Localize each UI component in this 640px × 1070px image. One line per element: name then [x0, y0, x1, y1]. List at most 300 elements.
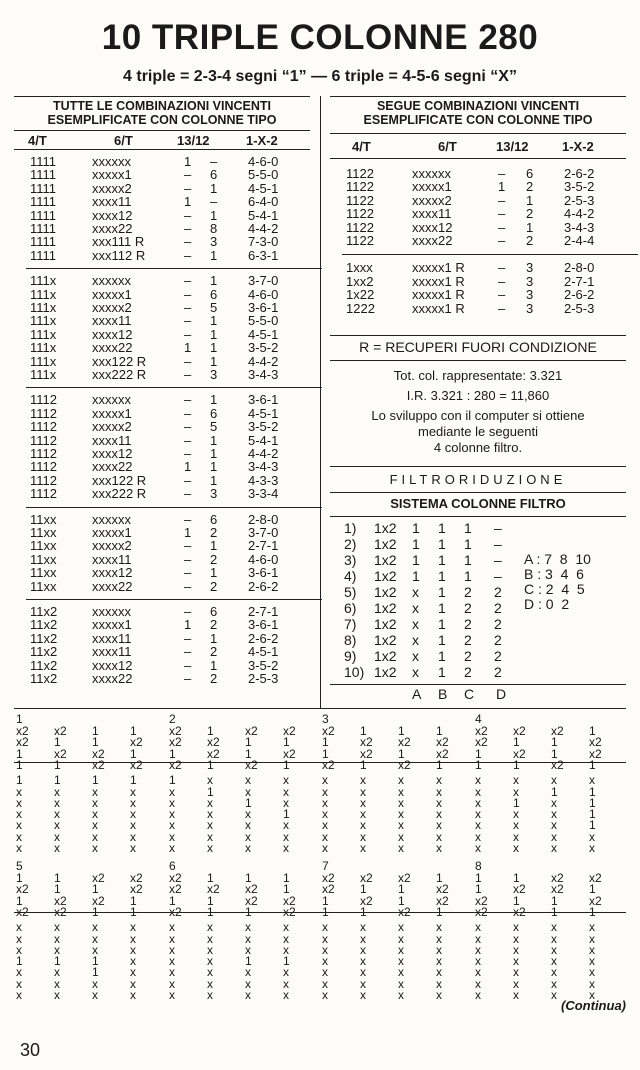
right-cell: 4-4-2 [564, 206, 595, 222]
grid-cell: x [436, 773, 442, 788]
grid-cell: x2 [513, 882, 526, 897]
left-cell: 7-3-0 [248, 234, 279, 250]
grid-cell: x [130, 988, 136, 1002]
left-cell: – [184, 313, 192, 329]
right-cell: 1xxx [346, 260, 373, 276]
grid-cell: x [169, 818, 175, 833]
grid-cell: 1 [16, 773, 23, 788]
filtro-cell: 10) [344, 664, 365, 680]
grid-cell: 1 [475, 871, 482, 885]
left-cell: 5 [210, 300, 218, 315]
grid-cell: x [322, 931, 328, 946]
left-cell: 4-6-0 [248, 551, 279, 567]
right-cell: 2-7-1 [564, 273, 595, 289]
grid-cell: x [398, 795, 404, 810]
left-cell: 1 [210, 313, 218, 329]
filtro-legend-line: A : 7 8 10 [524, 551, 591, 567]
grid-cell: x [130, 931, 136, 946]
grid-cell: x [436, 988, 442, 1002]
grid-cell: 1 [245, 746, 252, 761]
grid-cell: x [398, 818, 404, 833]
filtro-cell: 1x2 [374, 552, 397, 568]
grid-cell: x [398, 829, 404, 844]
grid-cell: x [475, 988, 481, 1002]
grid-cell: x [360, 976, 366, 991]
grid-cell: 1 [589, 882, 596, 897]
left-cell: 3-6-1 [248, 300, 279, 315]
grid-cell: x [322, 818, 328, 833]
right-cell: 3-4-3 [564, 219, 595, 235]
grid-cell: x2 [169, 735, 182, 750]
grid-cell: 1 [54, 871, 61, 885]
right-cell: xxxxx1 R [412, 300, 465, 316]
grid-cell: x [245, 841, 251, 855]
grid-cell: x2 [398, 735, 411, 750]
grid-cell: x [589, 942, 595, 957]
filtro-cell: 1 [438, 616, 446, 632]
grid-cell: 1 [589, 757, 596, 772]
left-cell: xxxx12 [92, 326, 133, 342]
grid-cell: x [398, 920, 404, 935]
left-cell: 1 [210, 630, 218, 646]
grid-cell: x [551, 942, 557, 957]
left-cell: 11xx [30, 551, 57, 567]
grid-cell: x2 [169, 904, 182, 919]
left-cell: 2-6-2 [248, 578, 279, 594]
right-cell: 3 [526, 260, 534, 276]
left-cell: xxxxx1 [92, 617, 132, 633]
left-cell: xxxxx2 [92, 419, 132, 435]
left-cell: – [184, 419, 192, 435]
left-cell: 11x2 [30, 644, 58, 660]
grid-cell: x [16, 988, 22, 1002]
grid-cell: x2 [130, 757, 143, 772]
right-cell: xxxxx2 [412, 192, 452, 208]
grid-cell: x2 [130, 882, 143, 897]
page-subtitle: 4 triple = 2-3-4 segni “1” — 6 triple = 4-5-6 segni “X” [123, 68, 517, 85]
left-cell: 1112 [30, 405, 57, 421]
left-cell: xxxx11 [92, 194, 132, 210]
right-cell: 1122 [346, 192, 374, 208]
sistema-colonne-filtro: SISTEMA COLONNE FILTRO [390, 496, 566, 511]
grid-cell: x [207, 920, 213, 935]
sviluppo-line3: 4 colonne filtro. [433, 440, 523, 455]
grid-cell: x2 [92, 893, 105, 908]
filtro-cell: 2 [494, 664, 502, 680]
left-cell: 5-5-0 [248, 167, 279, 183]
left-cell: 6 [210, 286, 218, 302]
grid-cell: x [360, 795, 366, 810]
grid-cell: x2 [245, 724, 258, 738]
grid-cell: 1 [360, 904, 367, 919]
left-cell: 1111 [30, 221, 57, 236]
grid-cell: x2 [169, 757, 182, 772]
right-cell: 2-6-2 [564, 287, 595, 303]
left-cell: – [184, 326, 192, 342]
grid-cell: x2 [513, 724, 526, 738]
grid-cell: x2 [589, 871, 602, 885]
grid-cell: x [207, 965, 213, 980]
grid-cell: x2 [589, 746, 602, 761]
grid-cell: x2 [92, 746, 105, 761]
grid-cell: x2 [207, 882, 220, 897]
grid-cell: x [436, 841, 442, 855]
grid-cell: x [16, 976, 22, 991]
left-cell: 1112 [30, 459, 57, 475]
grid-cell: x [398, 807, 404, 822]
grid-cell: x [130, 829, 136, 844]
filtro-letter: B [438, 686, 448, 702]
grid-cell: x [283, 795, 289, 810]
left-cell: 3 [210, 486, 218, 502]
grid-cell: x [92, 829, 98, 844]
grid-cell: x [551, 818, 557, 833]
left-cell: xxxx11 [92, 313, 132, 329]
left-cell: 1112 [30, 472, 57, 488]
grid-cell: 1 [360, 882, 367, 897]
grid-cell: 1 [245, 954, 252, 969]
grid-cell: x [589, 841, 595, 855]
left-cell: xxx222 R [92, 486, 147, 502]
grid-cell: x2 [360, 893, 373, 908]
grid-cell: x [283, 965, 289, 980]
grid-cell: x2 [360, 746, 373, 761]
left-cell: – [210, 194, 218, 210]
left-cell: 2 [210, 644, 218, 660]
left-cell: – [184, 234, 192, 250]
right-group-divider [342, 254, 638, 255]
grid-cell: x2 [169, 724, 182, 738]
left-cell: 1 [184, 459, 192, 475]
left-cell: 3-6-1 [248, 392, 279, 408]
left-cell: 3-7-0 [248, 273, 279, 289]
left-cell: 11x2 [30, 617, 58, 633]
left-cell: – [184, 604, 192, 619]
left-cell: – [184, 511, 192, 527]
grid-cell: 1 [551, 746, 558, 761]
grid-cell: x [436, 942, 442, 957]
grid-cell: x2 [436, 893, 449, 908]
grid-block-number: 6 [169, 859, 176, 873]
grid-cell: x [54, 784, 60, 799]
filtro-cell: 1 [412, 568, 420, 584]
left-cell: 2 [210, 551, 218, 567]
grid-cell: 1 [589, 724, 596, 738]
grid-cell: x [513, 829, 519, 844]
grid-cell: x [551, 829, 557, 844]
grid-cell: x2 [130, 735, 143, 750]
left-cell: 1111 [30, 167, 57, 183]
right-cell: xxxx12 [412, 219, 453, 235]
grid-cell: x [283, 829, 289, 844]
left-cell: xxx111 R [92, 234, 145, 250]
grid-cell: 1 [92, 965, 99, 980]
right-cell: xxxxx1 R [412, 273, 465, 289]
filtro-letter: D [496, 686, 507, 702]
grid-cell: x2 [16, 735, 29, 750]
left-cell: 6 [210, 167, 218, 183]
filtro-cell: – [494, 552, 502, 568]
grid-cell: x [513, 976, 519, 991]
filtro-cell: 1 [438, 536, 446, 552]
left-cell: 1 [210, 392, 218, 408]
grid-cell: x [398, 965, 404, 980]
grid-cell: x [207, 931, 213, 946]
grid-cell: x [169, 807, 175, 822]
grid-cell: 1 [513, 871, 520, 885]
grid-cell: x2 [551, 724, 564, 738]
grid-cell: x [130, 784, 136, 799]
grid-cell: x [436, 976, 442, 991]
left-cell: xxxx22 [92, 221, 133, 236]
left-cell: 8 [210, 221, 218, 236]
grid-cell: x [130, 841, 136, 855]
filtro-cell: 1) [344, 520, 357, 536]
grid-cell: x2 [207, 735, 220, 750]
grid-cell: x [436, 965, 442, 980]
left-cell: 111x [30, 273, 57, 289]
filtro-cell: 1 [464, 568, 472, 584]
right-cell: – [498, 166, 506, 181]
grid-cell: x2 [130, 871, 143, 885]
grid-cell: x [475, 841, 481, 855]
left-cell: 6 [210, 511, 218, 527]
right-col-header: 4/T [352, 139, 371, 154]
left-cell: 1111 [30, 207, 57, 223]
grid-cell: 1 [398, 893, 405, 908]
left-group-divider [26, 507, 322, 508]
left-cell: 1 [184, 617, 192, 633]
grid-cell: x [207, 841, 213, 855]
filtro-cell: 9) [344, 648, 357, 664]
grid-cell: x [513, 818, 519, 833]
grid-cell: x [398, 976, 404, 991]
grid-block-number: 5 [16, 859, 23, 873]
left-cell: 1 [184, 154, 192, 169]
right-cell: 3 [526, 300, 534, 316]
grid-block-number: 2 [169, 712, 176, 726]
grid-cell: x [54, 841, 60, 855]
filtro-cell: x [412, 584, 419, 600]
grid-cell: x [207, 829, 213, 844]
grid-cell: x2 [283, 904, 296, 919]
filtro-cell: 1x2 [374, 632, 397, 648]
grid-cell: x [283, 931, 289, 946]
right-cell: 2 [526, 206, 534, 222]
grid-cell: x [54, 795, 60, 810]
left-cell: – [184, 671, 192, 686]
grid-cell: x [589, 954, 595, 969]
left-cell: 4-5-1 [248, 405, 279, 421]
grid-cell: 1 [283, 871, 290, 885]
filtro-cell: 1x2 [374, 520, 397, 536]
grid-block-number: 4 [475, 712, 482, 726]
left-cell: 6 [210, 405, 218, 421]
left-cell: 111x [30, 313, 57, 329]
grid-cell: x [475, 965, 481, 980]
grid-cell: 1 [130, 746, 137, 761]
grid-cell: x [207, 942, 213, 957]
filtro-cell: 2 [494, 584, 502, 600]
left-cell: 1 [210, 459, 218, 475]
filtro-cell: 1 [412, 552, 420, 568]
grid-cell: x [283, 988, 289, 1002]
left-cell: – [184, 630, 192, 646]
grid-cell: x [207, 818, 213, 833]
left-cell: – [184, 273, 192, 289]
grid-cell: 1 [92, 882, 99, 897]
grid-cell: x [245, 976, 251, 991]
right-cell: 1122 [346, 179, 374, 195]
grid-cell: x [475, 807, 481, 822]
grid-cell: x [551, 773, 557, 788]
grid-cell: 1 [283, 882, 290, 897]
grid-cell: x [436, 795, 442, 810]
right-cell: 1 [526, 219, 534, 235]
left-cell: 1 [210, 472, 218, 488]
sviluppo-line1: Lo sviluppo con il computer si ottiene [371, 408, 585, 423]
grid-cell: x [398, 988, 404, 1002]
indice-riduzione: I.R. 3.321 : 280 = 11,860 [406, 388, 550, 403]
grid-cell: x2 [436, 735, 449, 750]
left-cell: xxxxx1 [92, 286, 132, 302]
right-cell: 1122 [346, 166, 374, 181]
left-cell: 5 [210, 419, 218, 435]
left-cell: 111x [30, 326, 57, 342]
grid-cell: x [245, 942, 251, 957]
left-cell: 1 [210, 538, 218, 554]
filtro-cell: 1x2 [374, 568, 397, 584]
grid-cell: x [360, 829, 366, 844]
grid-cell: 1 [130, 893, 137, 908]
grid-cell: 1 [245, 904, 252, 919]
grid-cell: x [398, 841, 404, 855]
filtro-cell: 1 [438, 584, 446, 600]
grid-cell: 1 [54, 773, 61, 788]
grid-cell: x [322, 841, 328, 855]
grid-cell: x2 [360, 735, 373, 750]
grid-cell: x [475, 954, 481, 969]
grid-cell: x [436, 784, 442, 799]
left-cell: xxxxxx [92, 392, 131, 408]
grid-cell: x2 [169, 871, 182, 885]
grid-cell: x [169, 976, 175, 991]
grid-cell: 1 [551, 784, 558, 799]
grid-cell: 1 [398, 724, 405, 738]
grid-cell: x [92, 942, 98, 957]
grid-cell: x [16, 818, 22, 833]
left-cell: 11xx [30, 525, 57, 540]
grid-cell: x [322, 773, 328, 788]
grid-cell: x [16, 784, 22, 799]
right-cell: 3-5-2 [564, 179, 595, 195]
grid-cell: x2 [245, 882, 258, 897]
grid-cell: 1 [513, 795, 520, 810]
grid-cell: x [16, 795, 22, 810]
filtro-cell: x [412, 600, 419, 616]
right-cell: – [498, 206, 506, 222]
right-cell: 1 [526, 192, 534, 208]
grid-cell: x2 [283, 724, 296, 738]
grid-cell: x [322, 988, 328, 1002]
grid-cell: x [169, 942, 175, 957]
tot-colonne: Tot. col. rappresentate: 3.321 [393, 368, 563, 383]
filtro-cell: 8) [344, 632, 357, 648]
left-cell: 1 [210, 326, 218, 342]
grid-cell: x [513, 954, 519, 969]
right-cell: – [498, 260, 506, 276]
grid-cell: x [245, 818, 251, 833]
grid-cell: 1 [283, 807, 290, 822]
filtro-cell: 1x2 [374, 616, 397, 632]
grid-cell: x2 [475, 724, 488, 738]
filtro-cell: 1 [412, 520, 420, 536]
filtro-cell: 2) [344, 536, 357, 552]
grid-cell: x [283, 841, 289, 855]
grid-cell: x [130, 807, 136, 822]
grid-cell: x [54, 965, 60, 980]
grid-cell: x [436, 954, 442, 969]
left-cell: 3-3-4 [248, 486, 279, 502]
left-cell: 1111 [30, 154, 57, 169]
grid-cell: x [130, 795, 136, 810]
grid-cell: 1 [513, 735, 520, 750]
grid-cell: x [398, 954, 404, 969]
grid-cell: x [245, 773, 251, 788]
grid-cell: x [360, 920, 366, 935]
left-cell: – [184, 551, 192, 567]
left-cell: xxxx11 [92, 551, 132, 567]
left-header [14, 99, 310, 127]
right-cell: 2-8-0 [564, 260, 595, 276]
left-cell: 11xx [30, 538, 57, 554]
grid-cell: x [360, 931, 366, 946]
left-cell: 2 [210, 578, 218, 594]
left-cell: – [184, 247, 192, 263]
grid-cell: 1 [207, 757, 214, 772]
filtro-cell: 2 [464, 664, 472, 680]
grid-cell: x2 [551, 882, 564, 897]
grid-cell: x [54, 976, 60, 991]
grid-cell: x [513, 773, 519, 788]
grid-cell: x [589, 920, 595, 935]
left-cell: – [184, 392, 192, 408]
left-cell: 1112 [30, 432, 57, 448]
left-cell: 2 [210, 525, 218, 540]
grid-cell: x [360, 841, 366, 855]
left-cell: xxxxxx [92, 604, 131, 619]
left-group-divider [26, 268, 322, 269]
left-cell: 1112 [30, 419, 57, 435]
grid-cell: x [360, 988, 366, 1002]
grid-cell: x2 [513, 746, 526, 761]
left-cell: – [184, 446, 192, 461]
grid-cell: 1 [169, 773, 176, 788]
grid-cell: 1 [16, 893, 23, 908]
left-cell: – [184, 167, 192, 183]
left-cell: 111x [30, 340, 57, 356]
left-col-header: 4/T [28, 133, 47, 148]
grid-cell: x [475, 829, 481, 844]
grid-cell: 1 [245, 735, 252, 750]
left-cell: 3 [210, 234, 218, 250]
grid-block-number: 1 [16, 712, 23, 726]
grid-cell: 1 [207, 724, 214, 738]
grid-cell: x [322, 795, 328, 810]
grid-cell: 1 [436, 904, 443, 919]
grid-block-number: 8 [475, 859, 482, 873]
grid-cell: x [130, 942, 136, 957]
